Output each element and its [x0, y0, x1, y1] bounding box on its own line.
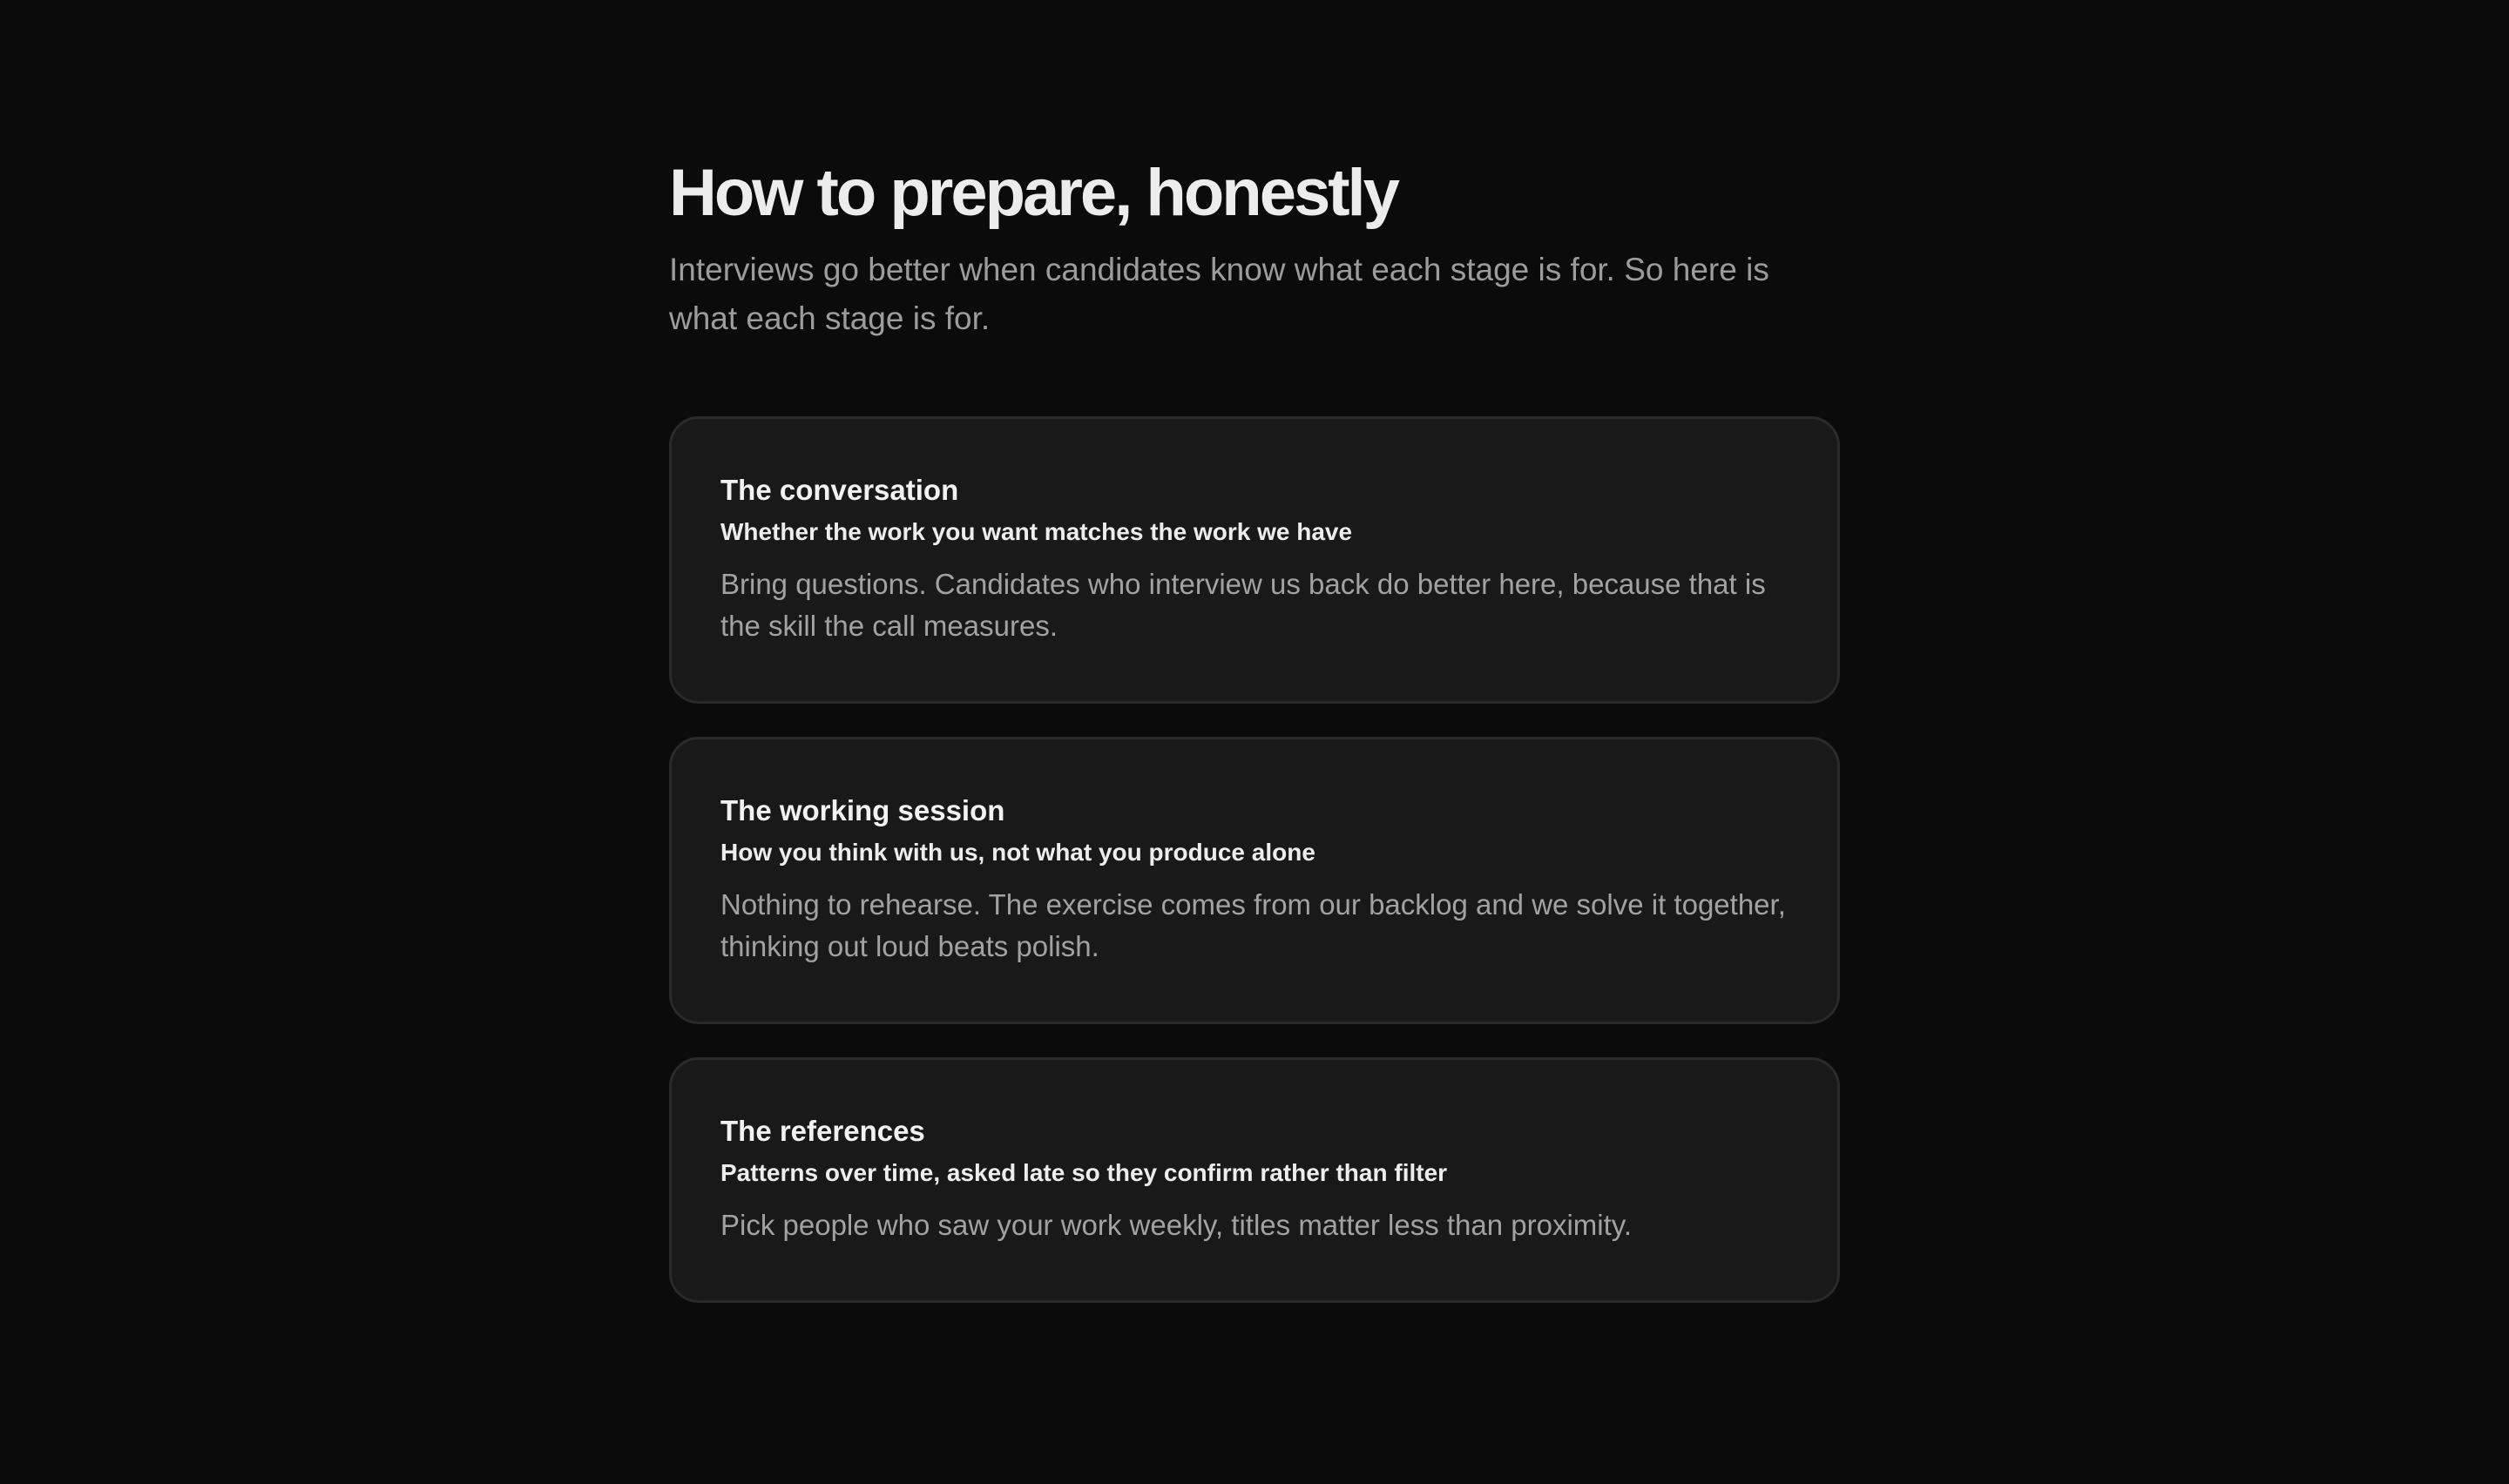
stage-subtitle: How you think with us, not what you produce alone — [720, 839, 1315, 866]
stage-list — [669, 416, 1840, 1303]
stage-card-working-session — [669, 737, 1840, 1024]
stage-card-conversation — [669, 416, 1840, 704]
stage-subtitle: Patterns over time, asked late so they confirm rather than filter — [720, 1159, 1448, 1186]
stage-title: The working session — [720, 794, 1005, 826]
stage-description: Bring questions. Candidates who interview us back do better here, because that is the skill the call measures. — [720, 568, 1766, 642]
stage-description: Nothing to rehearse. The exercise comes from our backlog and we solve it together, thinking out loud beats polish. — [720, 888, 1786, 962]
stage-title: The references — [720, 1115, 925, 1147]
page-intro: Interviews go better when candidates know what each stage is for. So here is what each stage is for. — [669, 252, 1769, 336]
preparation-section — [669, 157, 1840, 1336]
stage-card-references — [669, 1057, 1840, 1303]
stage-description: Pick people who saw your work weekly, titles matter less than proximity. — [720, 1209, 1632, 1241]
stage-subtitle: Whether the work you want matches the work we have — [720, 518, 1353, 545]
page-title: How to prepare, honestly — [669, 156, 1397, 230]
stage-title: The conversation — [720, 474, 959, 506]
